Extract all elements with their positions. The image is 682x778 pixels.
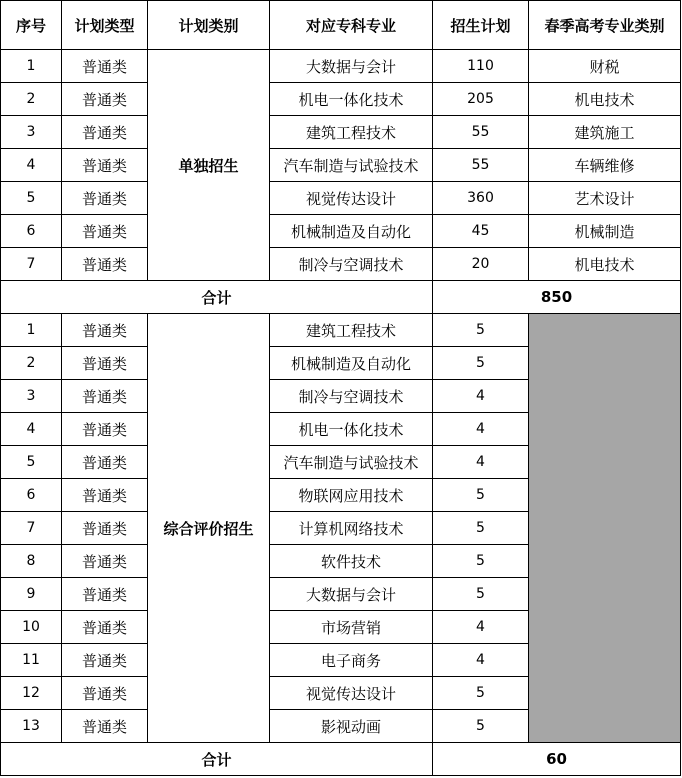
table-row <box>1 182 681 215</box>
enrollment-cell: 4 <box>433 446 529 479</box>
spring-category-cell: 机电技术 <box>529 248 681 281</box>
plan-type-cell: 普通类 <box>62 578 148 611</box>
major-cell: 建筑工程技术 <box>270 116 433 149</box>
spring-category-empty-cell <box>529 314 681 743</box>
total-label: 合计 <box>1 281 433 314</box>
plan-type-cell: 普通类 <box>62 677 148 710</box>
spring-category-cell: 财税 <box>529 50 681 83</box>
plan-type-cell: 普通类 <box>62 611 148 644</box>
enrollment-cell: 5 <box>433 347 529 380</box>
major-cell: 视觉传达设计 <box>270 182 433 215</box>
spring-category-cell: 机械制造 <box>529 215 681 248</box>
seq-cell: 12 <box>1 677 62 710</box>
plan-type-cell: 普通类 <box>62 380 148 413</box>
seq-cell: 11 <box>1 644 62 677</box>
enrollment-cell: 4 <box>433 611 529 644</box>
enrollment-cell: 5 <box>433 578 529 611</box>
spring-category-cell: 车辆维修 <box>529 149 681 182</box>
plan-type-cell: 普通类 <box>62 545 148 578</box>
total-label: 合计 <box>1 743 433 776</box>
section-comprehensive-enrollment <box>1 314 681 776</box>
major-cell: 市场营销 <box>270 611 433 644</box>
header-seq: 序号 <box>1 1 62 50</box>
seq-cell: 6 <box>1 479 62 512</box>
plan-type-cell: 普通类 <box>62 512 148 545</box>
major-cell: 机械制造及自动化 <box>270 215 433 248</box>
major-cell: 电子商务 <box>270 644 433 677</box>
enrollment-cell: 5 <box>433 512 529 545</box>
enrollment-cell: 55 <box>433 116 529 149</box>
seq-cell: 13 <box>1 710 62 743</box>
plan-type-cell: 普通类 <box>62 710 148 743</box>
seq-cell: 4 <box>1 149 62 182</box>
enrollment-cell: 5 <box>433 677 529 710</box>
total-row <box>1 281 681 314</box>
seq-cell: 2 <box>1 347 62 380</box>
plan-type-cell: 普通类 <box>62 182 148 215</box>
seq-cell: 3 <box>1 380 62 413</box>
major-cell: 大数据与会计 <box>270 50 433 83</box>
major-cell: 制冷与空调技术 <box>270 248 433 281</box>
seq-cell: 8 <box>1 545 62 578</box>
enrollment-cell: 205 <box>433 83 529 116</box>
header-enrollment: 招生计划 <box>433 1 529 50</box>
enrollment-cell: 5 <box>433 479 529 512</box>
major-cell: 机电一体化技术 <box>270 413 433 446</box>
plan-type-cell: 普通类 <box>62 215 148 248</box>
spring-category-cell: 艺术设计 <box>529 182 681 215</box>
plan-type-cell: 普通类 <box>62 314 148 347</box>
plan-type-cell: 普通类 <box>62 83 148 116</box>
enrollment-cell: 5 <box>433 710 529 743</box>
seq-cell: 7 <box>1 248 62 281</box>
seq-cell: 1 <box>1 50 62 83</box>
major-cell: 汽车制造与试验技术 <box>270 446 433 479</box>
header-plan-category: 计划类别 <box>148 1 270 50</box>
plan-type-cell: 普通类 <box>62 644 148 677</box>
plan-category-cell: 单独招生 <box>148 50 270 281</box>
seq-cell: 5 <box>1 182 62 215</box>
major-cell: 建筑工程技术 <box>270 314 433 347</box>
enrollment-cell: 360 <box>433 182 529 215</box>
total-row <box>1 743 681 776</box>
plan-type-cell: 普通类 <box>62 413 148 446</box>
table-row <box>1 149 681 182</box>
seq-cell: 7 <box>1 512 62 545</box>
total-value: 850 <box>433 281 681 314</box>
plan-type-cell: 普通类 <box>62 248 148 281</box>
plan-type-cell: 普通类 <box>62 347 148 380</box>
seq-cell: 5 <box>1 446 62 479</box>
header-major: 对应专科专业 <box>270 1 433 50</box>
plan-type-cell: 普通类 <box>62 50 148 83</box>
plan-type-cell: 普通类 <box>62 116 148 149</box>
plan-type-cell: 普通类 <box>62 479 148 512</box>
major-cell: 汽车制造与试验技术 <box>270 149 433 182</box>
seq-cell: 6 <box>1 215 62 248</box>
seq-cell: 2 <box>1 83 62 116</box>
enrollment-cell: 5 <box>433 545 529 578</box>
seq-cell: 3 <box>1 116 62 149</box>
table-row <box>1 248 681 281</box>
seq-cell: 10 <box>1 611 62 644</box>
enrollment-cell: 55 <box>433 149 529 182</box>
major-cell: 机械制造及自动化 <box>270 347 433 380</box>
header-plan-type: 计划类型 <box>62 1 148 50</box>
table-row <box>1 314 681 347</box>
major-cell: 制冷与空调技术 <box>270 380 433 413</box>
enrollment-cell: 110 <box>433 50 529 83</box>
table-row <box>1 83 681 116</box>
seq-cell: 1 <box>1 314 62 347</box>
table-row <box>1 215 681 248</box>
table-row <box>1 116 681 149</box>
total-value: 60 <box>433 743 681 776</box>
major-cell: 视觉传达设计 <box>270 677 433 710</box>
plan-type-cell: 普通类 <box>62 149 148 182</box>
header-row <box>1 1 681 50</box>
header-spring-category: 春季高考专业类别 <box>529 1 681 50</box>
seq-cell: 9 <box>1 578 62 611</box>
plan-type-cell: 普通类 <box>62 446 148 479</box>
major-cell: 大数据与会计 <box>270 578 433 611</box>
seq-cell: 4 <box>1 413 62 446</box>
enrollment-cell: 45 <box>433 215 529 248</box>
enrollment-cell: 20 <box>433 248 529 281</box>
spring-category-cell: 机电技术 <box>529 83 681 116</box>
major-cell: 计算机网络技术 <box>270 512 433 545</box>
enrollment-cell: 5 <box>433 314 529 347</box>
enrollment-cell: 4 <box>433 644 529 677</box>
major-cell: 物联网应用技术 <box>270 479 433 512</box>
major-cell: 影视动画 <box>270 710 433 743</box>
major-cell: 软件技术 <box>270 545 433 578</box>
enrollment-cell: 4 <box>433 413 529 446</box>
major-cell: 机电一体化技术 <box>270 83 433 116</box>
table-row <box>1 50 681 83</box>
section-single-enrollment <box>1 50 681 314</box>
plan-category-cell: 综合评价招生 <box>148 314 270 743</box>
spring-category-cell: 建筑施工 <box>529 116 681 149</box>
enrollment-cell: 4 <box>433 380 529 413</box>
